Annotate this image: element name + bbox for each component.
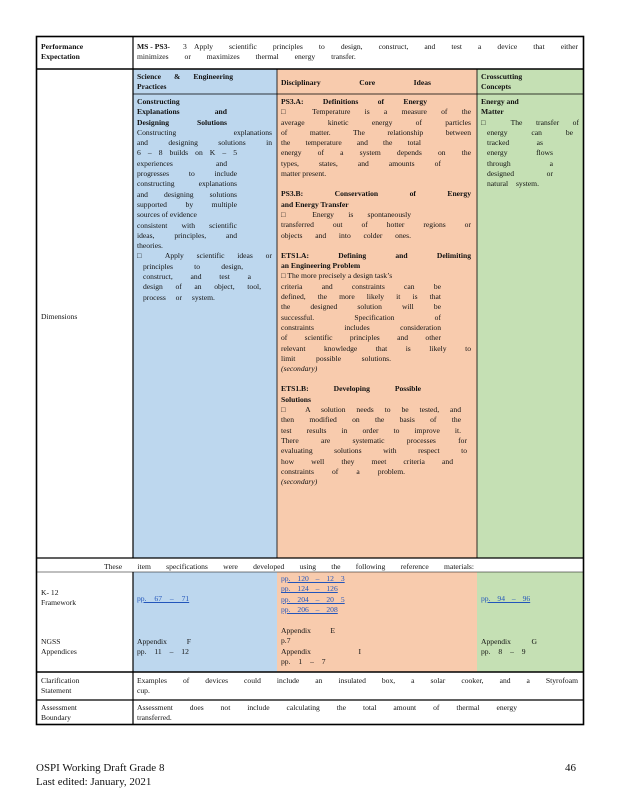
reference-note: These item specifications were developed using the following reference materials:	[104, 562, 474, 571]
k12-dci-link-1[interactable]: pp. 120 – 12 3	[281, 574, 345, 583]
ngss-sep: Appendix F pp. 11 – 12	[137, 637, 191, 657]
assessment-label: Assessment Boundary	[41, 703, 77, 723]
ngss-dci: Appendix E p.7 Appendix I pp. 1 – 7	[281, 626, 361, 666]
sep-header: Science & Engineering Practices	[137, 72, 233, 92]
clarification-text: Examples of devices could include an insulated box, a solar cooker, and a Styrofoam cup.	[137, 676, 578, 696]
clarification-label: Clarification Statement	[41, 676, 80, 696]
sep-content: Constructing Explanations and Designing Solutions Constructing explanations and designing solutions in 6 – 8 builds on K – 5 experiences and progresses to include constructing explanations and designing solutions supported by multiple sources of evidence consistent with scientific ideas, principles, and theories. □ Apply scientific ideas or principles to design, construct, and test a design of an object, tool, process or system.	[137, 97, 272, 302]
pe-code: MS - PS3-	[137, 42, 170, 51]
k12-label: K- 12 Framework	[41, 588, 77, 608]
k12-sep-link[interactable]: pp. 67 – 71	[137, 594, 190, 603]
k12-cc-link[interactable]: pp. 94 – 96	[481, 594, 531, 603]
pe-number: 3	[183, 42, 187, 51]
dci-header: Disciplinary Core Ideas	[281, 78, 431, 87]
performance-expectation-label: Performance Expectation	[41, 42, 84, 62]
ngss-cc: Appendix G pp. 8 – 9	[481, 637, 537, 657]
k12-dci-link-3[interactable]: pp. 204 – 20 5	[281, 594, 345, 604]
footer-last-edited: Last edited: January, 2021	[36, 776, 152, 788]
dci-content: PS3.A: Definitions of Energy □ Temperature is a measure of the average kinetic energy of particles of matter. The relationship between the temperature and the total energy of a system depends on the types, states, and amounts of matter present. PS3.B: Conservation of Energy and Energy Transfer □ Energy is spontaneously transferred out of hotter regions or objects and into colder ones. ETS1.A: Defining and Delimiting an Engineering Problem □ The more precisely a design task’s criteria and constraints can be defined, the more likely it is that the designed solution will be successful. Specification of constraints includes consideration of scientific principles and other relevant knowledge that is likely to limit possible solutions. (secondary) ETS1.B: Developing Possible Solutions □ A solution needs to be tested, and then modified on the basis of the test results in order to improve it. There are systematic processes for evaluating solutions with respect to how well they meet criteria and constraints of a problem. (secondary)	[281, 97, 471, 487]
page-number: 46	[565, 762, 576, 774]
cc-header: Crosscutting Concepts	[481, 72, 523, 92]
footer-title: OSPI Working Draft Grade 8	[36, 762, 165, 774]
ngss-label: NGSS Appendices	[41, 637, 77, 657]
pe-text: Apply scientific principles to design, construct, and test a device that either	[194, 42, 578, 51]
k12-dci-link-2[interactable]: pp. 124 – 126	[281, 584, 338, 594]
assessment-text: Assessment does not include calculating the total amount of thermal energy transferred.	[137, 703, 517, 723]
cc-content: Energy and Matter □ The transfer of energy can be tracked as energy flows through a designed or natural system.	[481, 97, 579, 189]
k12-dci-links	[281, 574, 401, 615]
pe-text-line2: minimizes or maximizes thermal energy transfer.	[137, 52, 356, 61]
dimensions-label: Dimensions	[41, 312, 78, 321]
k12-dci-link-4[interactable]: pp. 206 – 208	[281, 604, 338, 614]
